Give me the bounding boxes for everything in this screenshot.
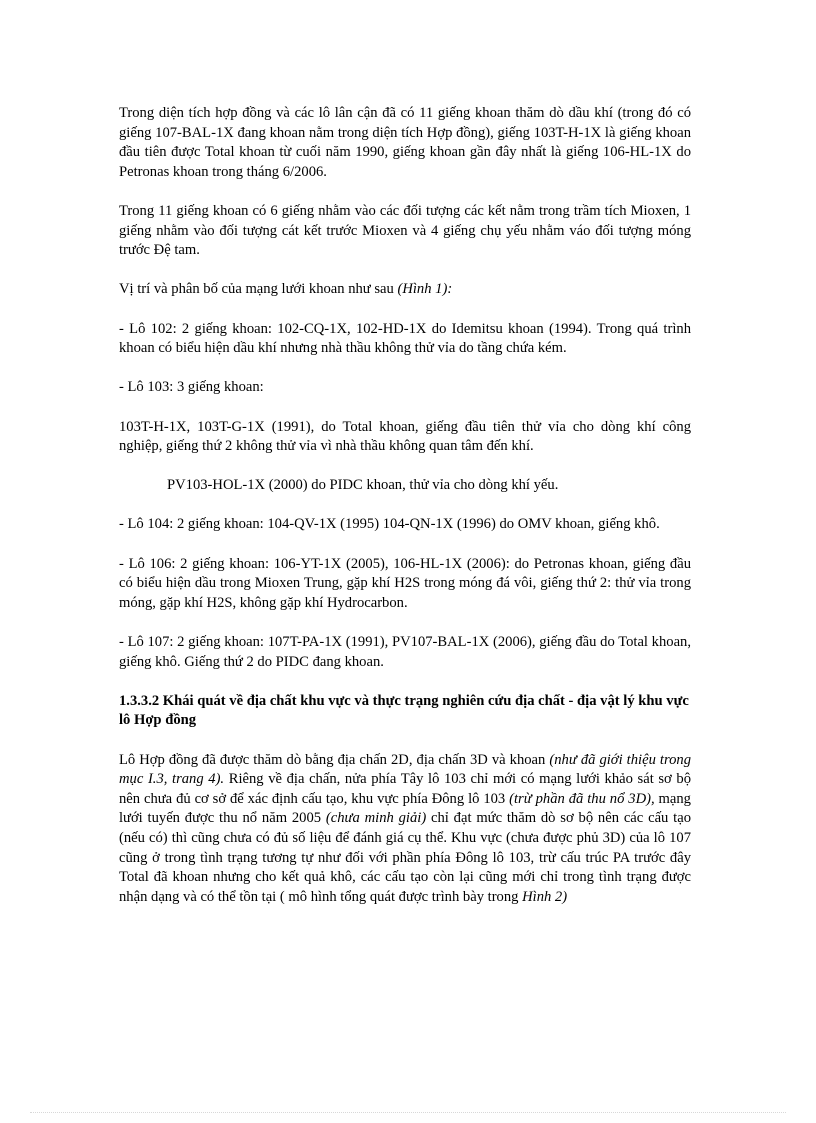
- paragraph-block-104: - Lô 104: 2 giếng khoan: 104-QV-1X (1995) 104-QN-1X (1996) do OMV khoan, giếng khô.: [119, 516, 660, 533]
- exploration-italic-2: (trừ phần đã thu nổ 3D),: [509, 790, 655, 807]
- paragraph-block-103-pidc: PV103-HOL-1X (2000) do PIDC khoan, thử vỉa cho dòng khí yếu.: [167, 477, 559, 494]
- paragraph-exploration-status: [119, 751, 691, 908]
- exploration-text-1: Lô Hợp đồng đã được thăm dò bằng địa chấn 2D, địa chấn 3D và khoan: [119, 751, 550, 768]
- document-page: [119, 104, 691, 927]
- figure-1-reference: (Hình 1):: [397, 281, 453, 298]
- paragraph-network-intro: [119, 280, 691, 300]
- figure-2-reference: Hình 2): [522, 888, 568, 905]
- network-intro-text: Vị trí và phân bố của mạng lưới khoan như sau: [119, 281, 398, 298]
- exploration-text-3: mạng lưới tuyến được thu nổ năm 2005: [119, 790, 691, 827]
- paragraph-wells-overview: Trong diện tích hợp đồng và các lô lân cận đã có 11 giếng khoan thăm dò dầu khí (trong đó có giếng 107-BAL-1X đang khoan nằm trong diện tích Hợp đồng), giếng 103T-H-1X là giếng khoan đầu tiên được Total khoan từ cuối năm 1990, giếng khoan gần đây nhất là giếng 106-HL-1X do Petronas khoan trong tháng 6/2006.: [119, 105, 691, 180]
- exploration-text-4: chỉ đạt mức thăm dò sơ bộ nên các cấu tạo (nếu có) thì cũng chưa có đủ số liệu để đánh giá cụ thể. Khu vực (chưa được phủ 3D) của lô 107 cũng ở trong tình trạng tương tự như đối với phần phía Đông lô 103, trừ cấu trúc PA trước đây Total đã khoan nhưng cho kết quả khô, các cấu tạo còn lại cũng mới chỉ trong tình trạng được nhận dạng và có thể tồn tại ( mô hình tổng quát được trình bày trong: [119, 810, 691, 905]
- paragraph-block-107: - Lô 107: 2 giếng khoan: 107T-PA-1X (1991), PV107-BAL-1X (2006), giếng đầu do Total khoan, giếng khô. Giếng thứ 2 do PIDC đang khoan.: [119, 634, 691, 670]
- paragraph-block-102: - Lô 102: 2 giếng khoan: 102-CQ-1X, 102-HD-1X do Idemitsu khoan (1994). Trong quá trình khoan có biểu hiện dầu khí nhưng nhà thầu không thử vỉa do tầng chứa kém.: [119, 320, 691, 357]
- paragraph-block-106: - Lô 106: 2 giếng khoan: 106-YT-1X (2005), 106-HL-1X (2006): do Petronas khoan, giếng đầu có biểu hiện dầu trong Mioxen Trung, gặp khí H2S trong móng đá vôi, giếng thứ 2: thử vỉa trong móng, gặp khí H2S, không gặp khí Hydrocarbon.: [119, 555, 691, 611]
- exploration-italic-1: (như đã giới thiệu trong mục I.3, trang 4).: [119, 751, 691, 788]
- section-heading: 1.3.3.2 Khái quát về địa chất khu vực và thực trạng nghiên cứu địa chất - địa vật lý khu vực lô Hợp đồng: [119, 692, 689, 729]
- paragraph-block-103-wells: 103T-H-1X, 103T-G-1X (1991), do Total khoan, giếng đầu tiên thử vỉa cho dòng khí công nghiệp, giếng thứ 2 không thử vỉa vì nhà thầu không quan tâm đến khí.: [119, 418, 691, 455]
- paragraph-well-targets: Trong 11 giếng khoan có 6 giếng nhằm vào các đối tượng các kết nằm trong trầm tích Mioxen, 1 giếng nhằm vào đối tượng cát kết trước Mioxen và 4 giếng chụ yếu nhằm váo đối tượng móng trước Đệ tam.: [119, 202, 691, 259]
- exploration-text-2: Riêng về địa chấn, nửa phía Tây lô 103 chỉ mới có mạng lưới khảo sát sơ bộ nên chưa đủ cơ sở để xác định cấu tạo, khu vực phía Đông lô 103: [119, 771, 691, 807]
- paragraph-block-103: - Lô 103: 3 giếng khoan:: [119, 379, 264, 396]
- page-bottom-divider: [30, 1112, 786, 1113]
- exploration-italic-3: (chưa minh giải): [325, 810, 427, 827]
